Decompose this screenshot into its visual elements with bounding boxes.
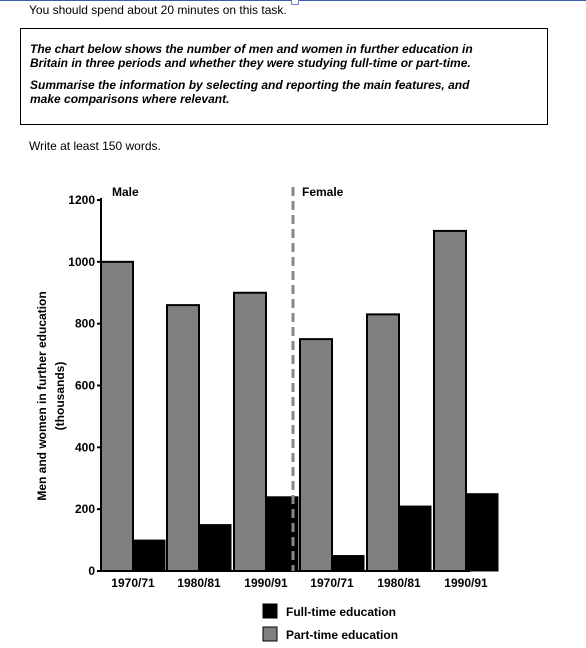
part-time-bar	[234, 293, 266, 571]
word-count-instruction: Write at least 150 words.	[29, 139, 161, 153]
full-time-bar	[332, 556, 364, 571]
group-label-male: Male	[112, 185, 139, 199]
group-label-female: Female	[302, 185, 344, 199]
x-category-label: 1970/71	[310, 576, 354, 590]
part-time-bar	[300, 339, 332, 571]
part-time-bar	[167, 305, 199, 571]
task-paragraph-1-line-1: The chart below shows the number of men and women in further education in	[30, 42, 473, 56]
y-axis-label	[35, 291, 67, 500]
task-paragraph-2-line-2: make comparisons where relevant.	[30, 92, 230, 106]
legend-label: Full-time education	[286, 605, 397, 619]
x-category-label: 1980/81	[177, 576, 221, 590]
y-tick-label: 400	[74, 440, 95, 455]
x-category-label: 1990/91	[244, 576, 288, 590]
x-category-label: 1970/71	[111, 576, 155, 590]
full-time-bar	[399, 506, 431, 571]
y-tick-label: 200	[74, 502, 95, 517]
y-axis-label-line-1: Men and women in further education	[35, 291, 49, 501]
full-time-bar	[199, 525, 231, 571]
x-category-label: 1980/81	[377, 576, 421, 590]
y-tick-label: 1000	[68, 254, 95, 269]
y-tick-label: 0	[88, 564, 95, 578]
task-paragraph-2-line-1: Summarise the information by selecting and reporting the main features, and	[30, 78, 470, 92]
y-axis-label-line-2: (thousands)	[53, 361, 67, 431]
task-paragraph-1-line-2: Britain in three periods and whether they were studying full-time or part-time.	[30, 56, 471, 70]
x-category-label: 1990/91	[444, 576, 488, 590]
part-time-bar	[434, 231, 466, 571]
y-tick-label: 1200	[68, 193, 95, 207]
full-time-bar	[133, 540, 165, 571]
legend-swatch	[263, 627, 277, 641]
y-tick-label: 800	[74, 316, 95, 331]
y-tick-label: 600	[74, 378, 95, 393]
legend-swatch	[263, 604, 277, 618]
instruction-text: You should spend about 20 minutes on this task.	[29, 3, 287, 17]
full-time-bar	[466, 494, 498, 571]
part-time-bar	[367, 314, 399, 571]
legend-label: Part-time education	[286, 628, 399, 642]
part-time-bar	[101, 262, 133, 571]
